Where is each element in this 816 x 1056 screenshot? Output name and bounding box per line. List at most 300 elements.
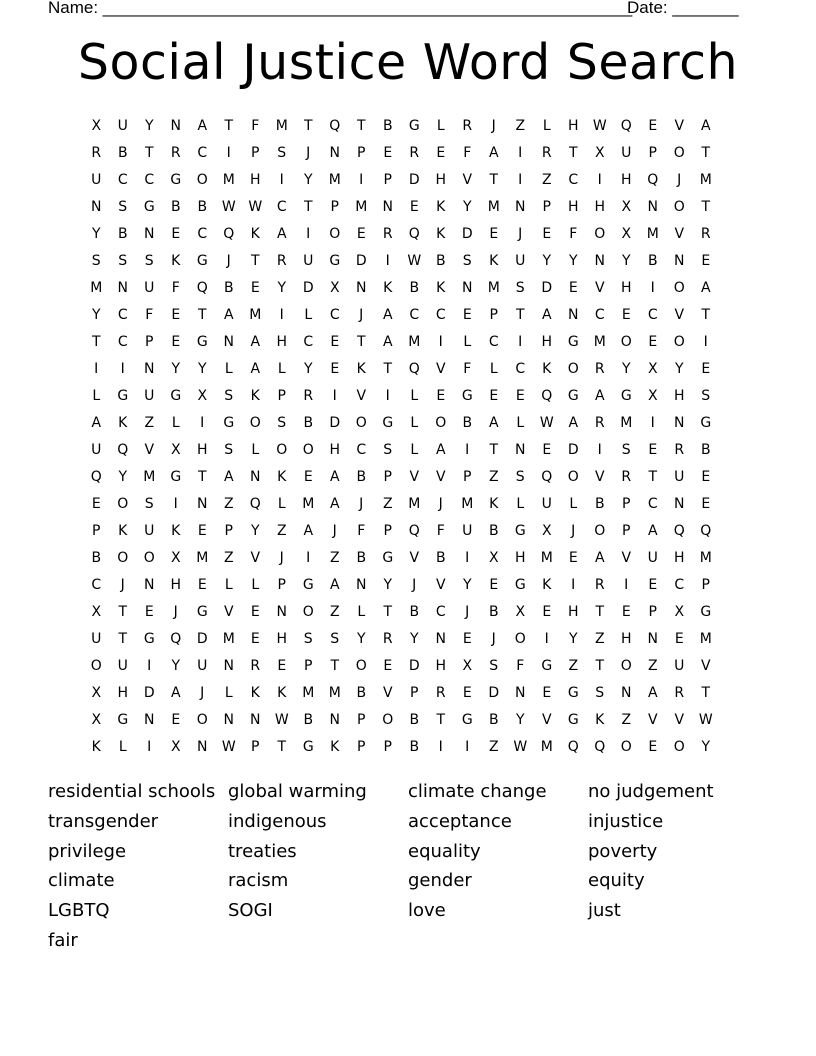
grid-letter[interactable]: U (515, 253, 526, 269)
grid-letter[interactable]: S (515, 469, 525, 485)
grid-letter[interactable]: B (488, 604, 499, 620)
grid-letter[interactable]: T (383, 361, 393, 377)
grid-letter[interactable]: I (200, 415, 205, 431)
grid-letter[interactable]: I (359, 172, 364, 188)
grid-letter[interactable]: G (514, 523, 526, 539)
grid-letter[interactable]: E (383, 145, 393, 161)
grid-letter[interactable]: M (249, 307, 262, 323)
grid-letter[interactable]: A (250, 334, 261, 350)
grid-letter[interactable]: E (250, 631, 260, 647)
grid-letter[interactable]: P (357, 739, 366, 755)
grid-letter[interactable]: M (699, 631, 712, 647)
grid-letter[interactable]: Z (541, 172, 552, 188)
grid-letter[interactable]: J (677, 172, 682, 188)
grid-letter[interactable]: X (515, 604, 526, 620)
grid-letter[interactable]: E (171, 712, 181, 728)
grid-letter[interactable]: B (647, 253, 658, 269)
grid-letter[interactable]: M (196, 550, 209, 566)
grid-letter[interactable]: N (515, 199, 526, 215)
grid-letter[interactable]: E (568, 550, 578, 566)
grid-letter[interactable]: P (277, 577, 286, 593)
grid-letter[interactable]: Z (144, 415, 155, 431)
grid-letter[interactable]: L (277, 496, 286, 512)
grid-letter[interactable]: I (703, 334, 708, 350)
grid-letter[interactable]: N (144, 577, 155, 593)
grid-letter[interactable]: V (594, 280, 605, 296)
grid-letter[interactable]: H (329, 442, 341, 458)
grid-letter[interactable]: P (330, 199, 339, 215)
grid-letter[interactable]: P (383, 739, 392, 755)
grid-letter[interactable]: T (303, 199, 313, 215)
grid-letter[interactable]: C (117, 307, 128, 323)
grid-letter[interactable]: I (518, 172, 523, 188)
grid-letter[interactable]: Q (223, 226, 235, 242)
grid-letter[interactable]: P (383, 469, 392, 485)
grid-letter[interactable]: X (329, 280, 340, 296)
grid-letter[interactable]: P (648, 604, 657, 620)
grid-letter[interactable]: E (515, 388, 525, 404)
grid-letter[interactable]: L (569, 496, 578, 512)
grid-letter[interactable]: I (438, 739, 443, 755)
grid-letter[interactable]: E (462, 307, 472, 323)
grid-letter[interactable]: N (91, 199, 102, 215)
grid-letter[interactable]: G (567, 712, 579, 728)
grid-letter[interactable]: K (171, 253, 181, 269)
grid-letter[interactable]: C (197, 145, 208, 161)
grid-letter[interactable]: G (567, 685, 579, 701)
grid-letter[interactable]: X (170, 442, 181, 458)
grid-letter[interactable]: Q (249, 496, 261, 512)
grid-letter[interactable]: T (489, 172, 499, 188)
grid-letter[interactable]: O (620, 658, 632, 674)
grid-letter[interactable]: L (410, 415, 419, 431)
grid-letter[interactable]: T (197, 469, 207, 485)
grid-letter[interactable]: I (597, 442, 602, 458)
grid-letter[interactable]: T (595, 604, 605, 620)
grid-letter[interactable]: B (462, 415, 473, 431)
grid-letter[interactable]: I (438, 334, 443, 350)
grid-letter[interactable]: Z (223, 496, 234, 512)
grid-letter[interactable]: S (383, 442, 393, 458)
grid-letter[interactable]: R (382, 631, 393, 647)
grid-letter[interactable]: T (303, 118, 313, 134)
grid-letter[interactable]: Q (90, 469, 102, 485)
grid-letter[interactable]: E (409, 199, 419, 215)
grid-letter[interactable]: N (329, 145, 340, 161)
grid-letter[interactable]: N (674, 253, 685, 269)
grid-letter[interactable]: A (170, 685, 181, 701)
grid-letter[interactable]: T (568, 145, 578, 161)
grid-letter[interactable]: P (251, 145, 260, 161)
grid-letter[interactable]: N (117, 280, 128, 296)
grid-letter[interactable]: B (409, 604, 420, 620)
grid-letter[interactable]: X (197, 388, 208, 404)
grid-letter[interactable]: M (328, 172, 341, 188)
grid-letter[interactable]: Y (91, 226, 101, 242)
grid-letter[interactable]: C (674, 577, 685, 593)
grid-letter[interactable]: E (197, 523, 207, 539)
grid-letter[interactable]: U (462, 523, 473, 539)
grid-letter[interactable]: A (435, 442, 446, 458)
grid-letter[interactable]: B (170, 199, 181, 215)
grid-letter[interactable]: V (674, 226, 685, 242)
grid-letter[interactable]: A (488, 145, 499, 161)
grid-letter[interactable]: Q (170, 631, 182, 647)
grid-letter[interactable]: M (461, 496, 474, 512)
grid-letter[interactable]: T (489, 442, 499, 458)
grid-letter[interactable]: T (356, 334, 366, 350)
grid-letter[interactable]: K (489, 496, 499, 512)
grid-letter[interactable]: H (249, 172, 261, 188)
grid-letter[interactable]: O (196, 712, 208, 728)
grid-letter[interactable]: S (489, 658, 499, 674)
grid-letter[interactable]: H (541, 334, 553, 350)
grid-letter[interactable]: X (488, 550, 499, 566)
grid-letter[interactable]: A (647, 523, 658, 539)
grid-letter[interactable]: K (489, 253, 499, 269)
grid-letter[interactable]: K (436, 199, 446, 215)
grid-letter[interactable]: T (515, 307, 525, 323)
grid-letter[interactable]: U (144, 388, 155, 404)
grid-letter[interactable]: E (144, 604, 154, 620)
grid-letter[interactable]: T (250, 253, 260, 269)
grid-letter[interactable]: D (461, 226, 473, 242)
grid-letter[interactable]: D (143, 685, 155, 701)
grid-letter[interactable]: U (144, 280, 155, 296)
grid-letter[interactable]: V (223, 604, 234, 620)
grid-letter[interactable]: I (385, 253, 390, 269)
grid-letter[interactable]: G (408, 118, 420, 134)
grid-letter[interactable]: I (624, 577, 629, 593)
grid-letter[interactable]: O (355, 658, 367, 674)
grid-letter[interactable]: B (488, 523, 499, 539)
grid-letter[interactable]: X (647, 388, 658, 404)
grid-letter[interactable]: E (489, 388, 499, 404)
grid-letter[interactable]: A (329, 577, 340, 593)
grid-letter[interactable]: X (462, 658, 473, 674)
grid-letter[interactable]: T (701, 199, 711, 215)
grid-letter[interactable]: G (620, 388, 632, 404)
grid-letter[interactable]: T (701, 145, 711, 161)
grid-letter[interactable]: H (567, 199, 579, 215)
grid-letter[interactable]: Z (594, 631, 605, 647)
grid-letter[interactable]: P (383, 172, 392, 188)
grid-letter[interactable]: O (382, 712, 394, 728)
grid-letter[interactable]: T (330, 658, 340, 674)
grid-letter[interactable]: G (223, 415, 235, 431)
grid-letter[interactable]: X (621, 199, 632, 215)
grid-letter[interactable]: Q (408, 226, 420, 242)
grid-letter[interactable]: G (461, 712, 473, 728)
grid-letter[interactable]: T (144, 145, 154, 161)
grid-letter[interactable]: D (355, 253, 367, 269)
grid-letter[interactable]: D (488, 685, 500, 701)
grid-letter[interactable]: E (330, 361, 340, 377)
grid-letter[interactable]: E (171, 226, 181, 242)
grid-letter[interactable]: A (329, 469, 340, 485)
grid-letter[interactable]: E (91, 496, 101, 512)
grid-letter[interactable]: O (673, 739, 685, 755)
grid-letter[interactable]: L (410, 442, 419, 458)
grid-letter[interactable]: Y (409, 631, 419, 647)
grid-letter[interactable]: H (620, 631, 632, 647)
grid-letter[interactable]: K (383, 280, 393, 296)
grid-letter[interactable]: A (329, 496, 340, 512)
grid-letter[interactable]: E (489, 226, 499, 242)
grid-letter[interactable]: N (356, 577, 367, 593)
grid-letter[interactable]: R (303, 388, 314, 404)
grid-letter[interactable]: J (332, 523, 337, 539)
grid-letter[interactable]: Z (568, 658, 579, 674)
grid-letter[interactable]: E (197, 577, 207, 593)
grid-letter[interactable]: D (302, 280, 314, 296)
grid-letter[interactable]: P (383, 523, 392, 539)
grid-letter[interactable]: M (408, 496, 421, 512)
grid-letter[interactable]: I (385, 388, 390, 404)
grid-letter[interactable]: Q (329, 118, 341, 134)
grid-letter[interactable]: X (91, 685, 102, 701)
grid-letter[interactable]: P (224, 523, 233, 539)
grid-letter[interactable]: J (359, 496, 364, 512)
grid-letter[interactable]: Y (568, 631, 578, 647)
grid-letter[interactable]: B (356, 685, 367, 701)
grid-letter[interactable]: B (303, 712, 314, 728)
grid-letter[interactable]: Z (647, 658, 658, 674)
grid-letter[interactable]: H (673, 388, 685, 404)
grid-letter[interactable]: C (117, 172, 128, 188)
grid-letter[interactable]: N (382, 199, 393, 215)
grid-letter[interactable]: F (357, 523, 366, 539)
grid-letter[interactable]: A (276, 226, 287, 242)
grid-letter[interactable]: K (250, 226, 260, 242)
grid-letter[interactable]: G (567, 388, 579, 404)
grid-letter[interactable]: D (567, 442, 579, 458)
grid-letter[interactable]: E (648, 442, 658, 458)
grid-letter[interactable]: I (650, 280, 655, 296)
grid-letter[interactable]: D (329, 415, 341, 431)
grid-letter[interactable]: J (200, 685, 205, 701)
grid-letter[interactable]: J (359, 307, 364, 323)
grid-letter[interactable]: L (489, 361, 498, 377)
grid-letter[interactable]: A (594, 388, 605, 404)
grid-letter[interactable]: T (118, 604, 128, 620)
grid-letter[interactable]: I (120, 361, 125, 377)
grid-letter[interactable]: K (542, 361, 552, 377)
grid-letter[interactable]: E (462, 631, 472, 647)
grid-letter[interactable]: E (648, 334, 658, 350)
grid-letter[interactable]: V (674, 307, 685, 323)
grid-letter[interactable]: C (594, 307, 605, 323)
grid-letter[interactable]: N (250, 469, 261, 485)
grid-letter[interactable]: M (540, 739, 553, 755)
grid-letter[interactable]: H (196, 442, 208, 458)
grid-letter[interactable]: N (223, 334, 234, 350)
grid-letter[interactable]: L (171, 415, 180, 431)
grid-letter[interactable]: H (620, 280, 632, 296)
grid-letter[interactable]: E (701, 253, 711, 269)
grid-letter[interactable]: F (463, 145, 472, 161)
grid-letter[interactable]: C (356, 442, 367, 458)
grid-letter[interactable]: G (196, 604, 208, 620)
grid-letter[interactable]: K (171, 523, 181, 539)
grid-letter[interactable]: H (567, 118, 579, 134)
grid-letter[interactable]: H (435, 172, 447, 188)
grid-letter[interactable]: S (277, 415, 287, 431)
grid-letter[interactable]: O (302, 604, 314, 620)
grid-letter[interactable]: E (648, 739, 658, 755)
grid-letter[interactable]: O (673, 334, 685, 350)
grid-letter[interactable]: E (542, 685, 552, 701)
grid-letter[interactable]: T (91, 334, 101, 350)
grid-letter[interactable]: I (597, 172, 602, 188)
grid-letter[interactable]: K (595, 712, 605, 728)
grid-letter[interactable]: B (223, 280, 234, 296)
grid-letter[interactable]: N (647, 199, 658, 215)
grid-letter[interactable]: Y (171, 361, 181, 377)
grid-letter[interactable]: N (515, 442, 526, 458)
grid-letter[interactable]: Q (408, 523, 420, 539)
grid-letter[interactable]: U (117, 658, 128, 674)
grid-letter[interactable]: Q (408, 361, 420, 377)
grid-letter[interactable]: N (276, 604, 287, 620)
grid-letter[interactable]: E (648, 118, 658, 134)
grid-letter[interactable]: O (567, 361, 579, 377)
grid-letter[interactable]: D (408, 172, 420, 188)
grid-letter[interactable]: B (382, 118, 393, 134)
grid-letter[interactable]: U (621, 145, 632, 161)
grid-letter[interactable]: A (700, 280, 711, 296)
grid-letter[interactable]: I (465, 442, 470, 458)
grid-letter[interactable]: M (699, 550, 712, 566)
grid-letter[interactable]: D (196, 631, 208, 647)
grid-letter[interactable]: O (90, 658, 102, 674)
grid-letter[interactable]: S (303, 631, 313, 647)
grid-letter[interactable]: Q (620, 118, 632, 134)
grid-letter[interactable]: M (90, 280, 103, 296)
grid-letter[interactable]: U (674, 469, 685, 485)
grid-letter[interactable]: V (700, 658, 711, 674)
grid-letter[interactable]: S (224, 442, 234, 458)
grid-letter[interactable]: K (91, 739, 101, 755)
grid-letter[interactable]: U (541, 496, 552, 512)
grid-letter[interactable]: B (356, 550, 367, 566)
grid-letter[interactable]: P (489, 307, 498, 323)
grid-letter[interactable]: E (542, 226, 552, 242)
grid-letter[interactable]: E (621, 307, 631, 323)
grid-letter[interactable]: F (251, 118, 260, 134)
grid-letter[interactable]: N (223, 712, 234, 728)
grid-letter[interactable]: Q (117, 442, 129, 458)
grid-letter[interactable]: B (700, 442, 711, 458)
grid-letter[interactable]: O (673, 280, 685, 296)
grid-letter[interactable]: X (621, 226, 632, 242)
grid-letter[interactable]: R (594, 361, 605, 377)
grid-letter[interactable]: R (674, 685, 685, 701)
grid-letter[interactable]: S (621, 442, 631, 458)
grid-letter[interactable]: C (409, 307, 420, 323)
grid-letter[interactable]: S (224, 388, 234, 404)
grid-letter[interactable]: P (357, 145, 366, 161)
grid-letter[interactable]: Q (541, 388, 553, 404)
grid-letter[interactable]: O (673, 199, 685, 215)
grid-letter[interactable]: R (435, 685, 446, 701)
grid-letter[interactable]: M (540, 550, 553, 566)
grid-letter[interactable]: X (91, 604, 102, 620)
grid-letter[interactable]: W (513, 739, 528, 755)
grid-letter[interactable]: J (518, 226, 523, 242)
grid-letter[interactable]: H (673, 550, 685, 566)
grid-letter[interactable]: Z (329, 604, 340, 620)
grid-letter[interactable]: M (222, 631, 235, 647)
grid-letter[interactable]: P (304, 658, 313, 674)
grid-letter[interactable]: E (330, 334, 340, 350)
grid-letter[interactable]: I (518, 334, 523, 350)
grid-letter[interactable]: C (144, 172, 155, 188)
grid-letter[interactable]: I (94, 361, 99, 377)
grid-letter[interactable]: L (224, 577, 233, 593)
grid-letter[interactable]: C (647, 307, 658, 323)
grid-letter[interactable]: Y (303, 172, 313, 188)
grid-letter[interactable]: N (250, 712, 261, 728)
grid-letter[interactable]: G (302, 739, 314, 755)
grid-letter[interactable]: I (465, 550, 470, 566)
grid-letter[interactable]: N (356, 280, 367, 296)
grid-letter[interactable]: Z (488, 469, 499, 485)
grid-letter[interactable]: Z (382, 496, 393, 512)
grid-letter[interactable]: Q (700, 523, 712, 539)
grid-letter[interactable]: G (196, 253, 208, 269)
grid-letter[interactable]: X (541, 523, 552, 539)
grid-letter[interactable]: G (382, 550, 394, 566)
grid-letter[interactable]: G (382, 415, 394, 431)
grid-letter[interactable]: O (143, 550, 155, 566)
grid-letter[interactable]: A (594, 550, 605, 566)
grid-letter[interactable]: E (436, 388, 446, 404)
grid-letter[interactable]: J (438, 496, 443, 512)
grid-letter[interactable]: V (594, 469, 605, 485)
grid-letter[interactable]: E (568, 280, 578, 296)
grid-letter[interactable]: U (91, 172, 102, 188)
grid-letter[interactable]: Q (196, 280, 208, 296)
grid-letter[interactable]: R (621, 469, 632, 485)
grid-letter[interactable]: R (250, 658, 261, 674)
grid-letter[interactable]: S (91, 253, 101, 269)
grid-letter[interactable]: H (276, 631, 288, 647)
grid-letter[interactable]: G (117, 388, 129, 404)
grid-letter[interactable]: E (250, 280, 260, 296)
grid-letter[interactable]: H (514, 550, 526, 566)
grid-letter[interactable]: Y (674, 361, 684, 377)
grid-letter[interactable]: N (144, 361, 155, 377)
grid-letter[interactable]: Y (250, 523, 260, 539)
grid-letter[interactable]: G (541, 658, 553, 674)
grid-letter[interactable]: C (91, 577, 102, 593)
grid-letter[interactable]: L (436, 118, 445, 134)
grid-letter[interactable]: N (674, 496, 685, 512)
grid-letter[interactable]: G (170, 172, 182, 188)
grid-letter[interactable]: Y (171, 658, 181, 674)
grid-letter[interactable]: N (170, 118, 181, 134)
grid-letter[interactable]: X (170, 550, 181, 566)
grid-letter[interactable]: T (224, 118, 234, 134)
grid-letter[interactable]: O (673, 145, 685, 161)
grid-letter[interactable]: M (355, 199, 368, 215)
grid-letter[interactable]: V (435, 469, 446, 485)
grid-letter[interactable]: A (568, 415, 579, 431)
grid-letter[interactable]: T (356, 118, 366, 134)
grid-letter[interactable]: H (594, 199, 606, 215)
grid-letter[interactable]: N (621, 685, 632, 701)
